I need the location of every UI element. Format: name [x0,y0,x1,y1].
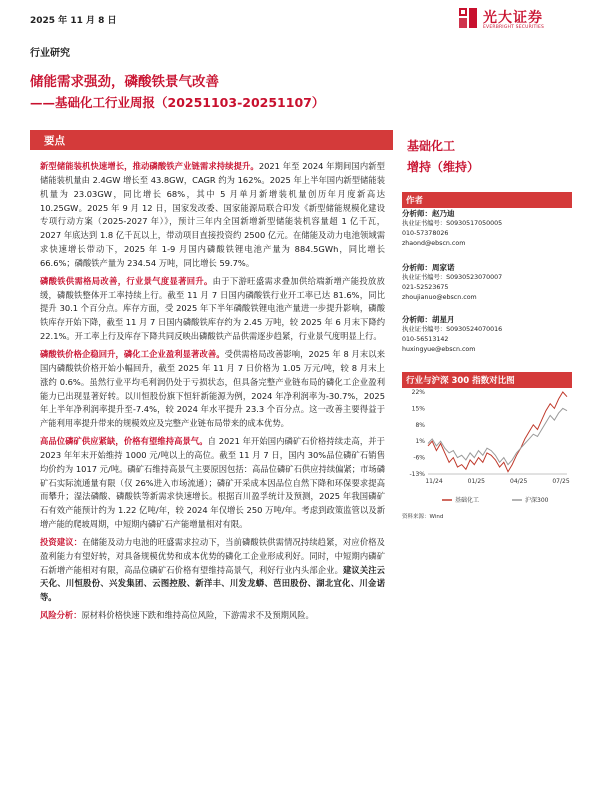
analyst-license: 执业证书编号：S0930524070016 [402,326,503,333]
analyst-phone: 021-52523675 [402,284,449,291]
authors-header [402,192,572,208]
recommended-stocks: 建议关注云天化、川恒股份、兴发集团、云图控股、新洋丰、川发龙蟒、芭田股份、湖北宜化、川金诺等。 [40,564,385,603]
performance-chart [402,380,572,510]
logo-mark-icon [455,6,479,30]
legend-label: 基础化工 [455,497,480,504]
paragraph-storage-demand [40,160,385,271]
report-category: 行业研究 [30,48,70,59]
y-tick-label: 1% [415,438,425,446]
paragraph-price-recovery [40,348,385,431]
y-tick-label: -6% [413,454,425,462]
logo-text-cn: 光大证券 [483,10,543,26]
y-tick-label: -13% [409,471,425,478]
x-tick-label: 07/25 [552,478,570,485]
key-points-header [30,130,393,150]
paragraph-highlight: 新型储能装机快速增长，推动磷酸铁产业链需求持续提升。 [40,161,259,171]
y-tick-label: 22% [411,389,425,396]
industry-name: 基础化工 [407,139,456,153]
analyst-name: 分析师：周家诺 [402,263,455,272]
y-tick-label: 8% [415,421,425,429]
paragraph-text: 原材料价格快速下跌和维持高位风险，下游需求不及预期风险。 [81,610,314,621]
x-tick-label: 11/24 [425,478,443,485]
analyst-name: 分析师：胡星月 [402,315,455,324]
key-points-label: 要点 [44,135,65,147]
analyst-phone: 010-56513142 [402,336,449,343]
paragraph-highlight: 高品位磷矿供应紧缺，价格有望维持高景气。 [40,436,208,447]
paragraph-text: 由于下游旺盛需求叠加供给端新增产能投放放缓，磷酸铁整体开工率持续上行。截至 11 月 7 日国内磷酸铁行业开工率已达 81.6%，同比提升 30.1 个百分点。库存方面，受 2025 年下半年磷酸铁锂电池产量进一步提升影响，磷酸铁库存开始下降，截至 11 月 7 日国内磷酸铁库存约为 2.45 万吨，较 2025 年 6 月末下降约 22.1%。开工率上行及库存下降共同反映出磷酸铁产品供需逐步趋紧，行业景气度明显上行。 [40,275,385,342]
report-title: 储能需求强劲，磷酸铁景气改善 [30,74,219,90]
paragraph-supply-demand [40,275,385,344]
legend-label: 沪深300 [525,497,549,504]
paragraph-text: 在储能及动力电池的旺盛需求拉动下，当前磷酸铁供需情况持续趋紧，对应价格及盈利能力有望好转，对具备规模优势和成本优势的磷化工企业形成利好。同时，中短期内磷矿石新增产能相对有限，高品位磷矿石价格有望维持高景气，利好行业内头部企业。 [40,536,385,575]
report-subtitle: ——基础化工行业周报（20251103-20251107） [30,95,325,110]
authors-label: 作者 [406,196,424,206]
key-points-body [40,160,385,627]
analyst-license: 执业证书编号：S0930523070007 [402,274,503,281]
paragraph-investment-advice [40,536,385,605]
paragraph-text: 2021 年至 2024 年期间国内新型储能装机量由 2.4GW 增长至 43.8GW，CAGR 约为 162%。2025 年上半年国内新型储能装机量为 23.03GW，同比增长 68%，其中 5 月单月新增装机量创历年月度新高达 10.25GW。2025 年 9 月 12 日，国家发改委、国家能源局联合印发《新型储能规模化建设专项行动方案（2025-2027 年）》，预计三年内全国新增新型储能装机容量超 1 亿千瓦，2027 年底达到 1.8 亿千瓦以上，带动项目直接投资约 2500 亿元。在储能及动力电池领域需求快速增长带动下，2025 年 1-9 月国内磷酸铁锂电池产量为 884.5GWh，同比增长 66.6%；磷酸铁产量为 234.54 万吨，同比增长 59.7%。 [40,161,385,268]
chart-label: 行业与沪深 300 指数对比图 [406,376,515,386]
analyst-phone: 010-57378026 [402,230,449,237]
series-line-csi300 [428,408,567,464]
company-logo [455,6,573,36]
logo-text-en: EVERBRIGHT SECURITIES [483,25,545,30]
report-date: 2025 年 11 月 8 日 [30,16,117,26]
paragraph-highlight: 磷酸铁供需格局改善，行业景气度显著回升。 [40,275,213,286]
paragraph-phosphate-rock [40,435,385,532]
paragraph-highlight: 投资建议： [40,536,83,547]
paragraph-text: 受供需格局改善影响，2025 年 8 月末以来国内磷酸铁价格开始小幅回升，截至 2025 年 11 月 7 日价格为 1.05 万元/吨，较 8 月末上涨约 0.6%。虽然行业平均毛利润仍处于亏损状态，但具备完整产业链布局的磷化工企业盈利能力已出现显著好转。以川恒股份旗下恒轩新能源为例，2024 年净利润率为-30.7%，2025 年上半年净利润率提升至-7.4%，较 2024 年水平提升 23.3 个百分点。这一改善主要得益于产能利用率提升带来的规模效应及完整产业链布局带来的成本优势。 [40,348,385,429]
analyst-license: 执业证书编号：S0930517050005 [402,220,503,227]
paragraph-highlight: 风险分析： [40,610,82,621]
analyst-card [402,208,572,249]
paragraph-risk [40,609,385,623]
paragraph-text: 自 2021 年开始国内磷矿石价格持续走高，并于 2023 年年末开始维持 1000 元/吨以上的高位。截至 11 月 7 日，国内 30%品位磷矿石销售均价约为 1017 元/吨。磷矿石维持高景气主要原因包括：高品位磷矿石供应持续偏紧；市场磷矿石实际流通量有限（仅 26%进入市场流通）；磷矿开采成本因品位自然下降和环保要求提高而攀升；湿法磷酸、磷酸铁等新需求快速增长。根据百川盈孚统计及预测，2025 年我国磷矿石有效产能预计约为 1.22 亿吨/年，较 2024 年仅增长 250 万吨/年。考虑到政策监管以及新增产能的爬坡周期，中短期内磷矿石产能增量相对有限。 [40,436,385,530]
analyst-name: 分析师：赵乃迪 [402,209,455,218]
analyst-card [402,262,572,303]
paragraph-highlight: 磷酸铁价格企稳回升，磷化工企业盈利显著改善。 [40,348,225,359]
industry-rating: 增持（维持） [407,160,480,174]
analyst-email[interactable]: zhaond@ebscn.com [402,240,466,247]
x-tick-label: 01/25 [467,478,485,485]
analyst-email[interactable]: huxingyue@ebscn.com [402,346,476,353]
y-tick-label: 15% [411,405,425,413]
x-tick-label: 04/25 [510,478,528,485]
analyst-card [402,314,572,355]
chart-source: 资料来源：Wind [402,514,444,520]
analyst-email[interactable]: zhoujianuo@ebscn.com [402,294,477,301]
